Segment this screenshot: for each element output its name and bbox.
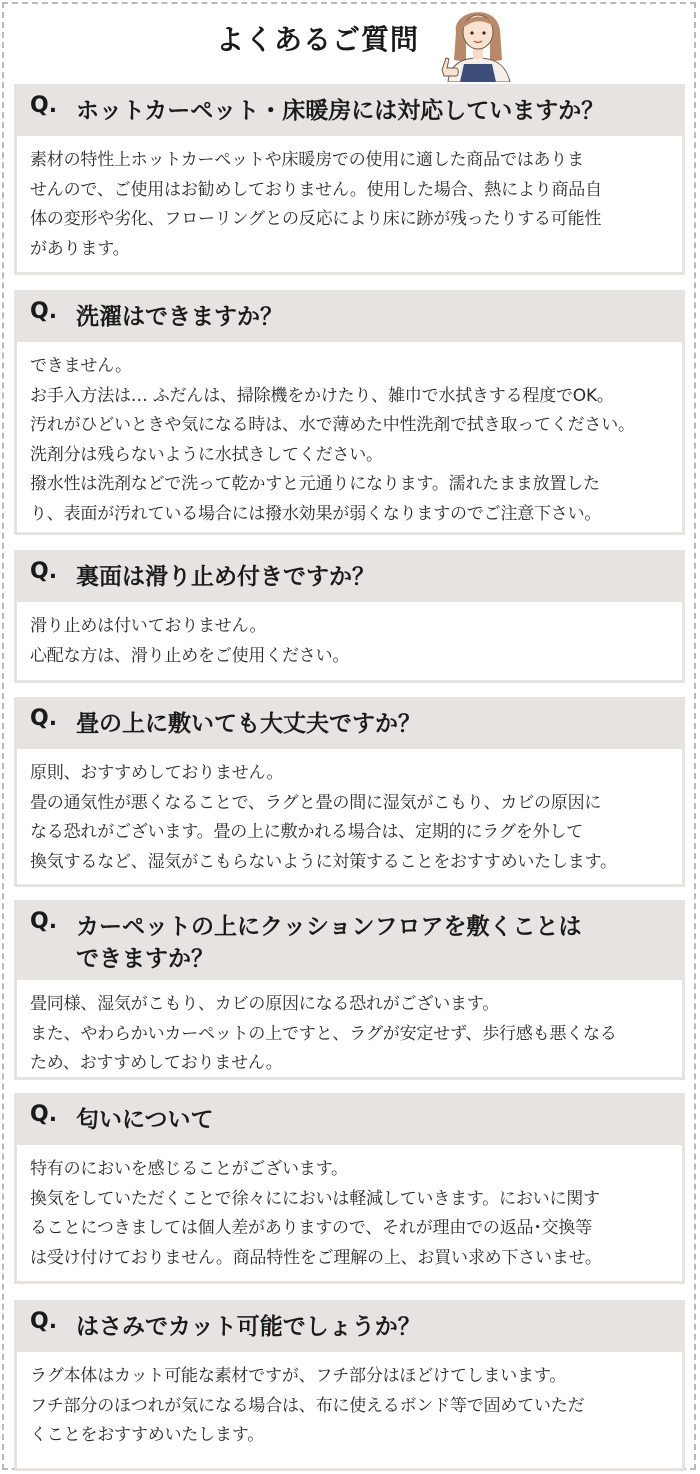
faq-answer [17, 136, 682, 272]
question-text: 裏面は滑り止め付きですか？ [76, 564, 375, 590]
question-mark-label: Q. [30, 1102, 58, 1127]
answer-line: せんので、ご使用はお勧めしておりません。使用した場合、熱により商品自 [30, 179, 602, 200]
answer-line: があります。 [30, 238, 130, 259]
faq-item [14, 1093, 685, 1284]
faq-question [14, 900, 685, 980]
answer-line: 洗剤分は残らないように水拭きしてください。 [30, 444, 383, 465]
page-header [0, 0, 700, 82]
answer-line: 畳の通気性が悪くなることで、ラグと畳の間に湿気がこもり、カビの原因に [30, 792, 602, 813]
question-mark-label: Q. [30, 559, 58, 584]
answer-line: くことをおすすめいたします。 [30, 1425, 265, 1445]
answer-line: ることにつきましては個人差がありますので、それが理由での返品･交換等 [30, 1218, 593, 1238]
question-mark-label: Q. [30, 93, 58, 118]
faq-question [14, 550, 685, 602]
faq-item [14, 900, 685, 1080]
answer-line: なる恐れがございます。畳の上に敷かれる場合は、定期的にラグを外して [30, 822, 584, 842]
answer-line: は受け付けておりません。商品特性をご理解の上、お買い求め下さいませ。 [30, 1247, 602, 1268]
faq-item [14, 697, 685, 887]
answer-line: 特有のにおいを感じることがございます。 [30, 1159, 348, 1179]
faq-question [14, 290, 685, 342]
question-mark-label: Q. [30, 909, 58, 934]
faq-question [14, 1300, 685, 1352]
faq-item [14, 1300, 685, 1471]
answer-line: できません。 [30, 356, 132, 376]
answer-line: 滑り止めは付いておりません。 [30, 616, 267, 636]
question-text: できますか？ [76, 946, 214, 972]
answer-line: フチ部分のほつれが気になる場合は、布に使えるボンド等で固めていただ [30, 1395, 585, 1416]
answer-line: お手入方法は… ふだんは、掃除機をかけたり、雑巾で水拭きする程度でOK。 [30, 385, 614, 406]
question-mark-label: Q. [30, 1309, 58, 1334]
answer-line: 素材の特性上ホットカーペットや床暖房での使用に適した商品ではありま [30, 150, 584, 170]
faq-answer [17, 749, 682, 884]
answer-line: 汚れがひどいときや気になる時は、水で薄めた中性洗剤で拭き取ってください。 [30, 415, 635, 435]
answer-line: 換気するなど、湿気がこもらないように対策することをおすすめいたします。 [30, 851, 617, 872]
faq-question [14, 84, 685, 136]
faq-answer [17, 602, 682, 680]
question-text: 洗濯はできますか？ [76, 304, 283, 330]
answer-line: 撥水性は洗剤などで洗って乾かすと元通りになります。濡れたまま放置した [30, 474, 600, 494]
question-text: 畳の上に敷いても大丈夫ですか？ [76, 711, 421, 737]
faq-answer [17, 342, 682, 532]
faq-answer [17, 1352, 682, 1468]
answer-line: 畳同様、湿気がこもり、カビの原因になる恐れがございます。 [30, 994, 500, 1014]
answer-line: り、表面が汚れている場合には撥水効果が弱くなりますのでご注意下さい。 [30, 503, 602, 524]
question-mark-label: Q. [30, 706, 58, 731]
faq-answer [17, 1145, 682, 1281]
faq-answer [17, 980, 682, 1077]
faq-item [14, 290, 685, 535]
faq-question [14, 1093, 685, 1145]
answer-line: ラグ本体はカット可能な素材ですが、フチ部分はほどけてしまいます。 [30, 1366, 567, 1386]
faq-item [14, 550, 685, 683]
woman-pointing-illustration-icon [434, 2, 520, 82]
answer-line: 換気をしていただくことで徐々ににおいは軽減していきます。においに関す [30, 1188, 600, 1209]
answer-line: ため、おすすめしておりません。 [30, 1053, 283, 1073]
faq-item [14, 84, 685, 275]
answer-line: 原則、おすすめしておりません。 [30, 763, 284, 783]
answer-line: 体の変形や劣化、フローリングとの反応により床に跡が残ったりする可能性 [30, 209, 602, 229]
question-text: はさみでカット可能でしょうか？ [76, 1314, 421, 1340]
question-mark-label: Q. [30, 299, 58, 324]
answer-line: また、やわらかいカーペットの上ですと、ラグが安定せず、歩行感も悪くなる [30, 1023, 617, 1044]
answer-line: 心配な方は、滑り止めをご使用ください。 [30, 645, 350, 666]
question-text: ホットカーペット・床暖房には対応していますか？ [76, 98, 605, 124]
question-text: カーペットの上にクッションフロアを敷くことは [76, 914, 582, 940]
page-title: よくあるご質問 [216, 23, 420, 56]
faq-question [14, 697, 685, 749]
question-text: 匂いについて [76, 1107, 214, 1133]
